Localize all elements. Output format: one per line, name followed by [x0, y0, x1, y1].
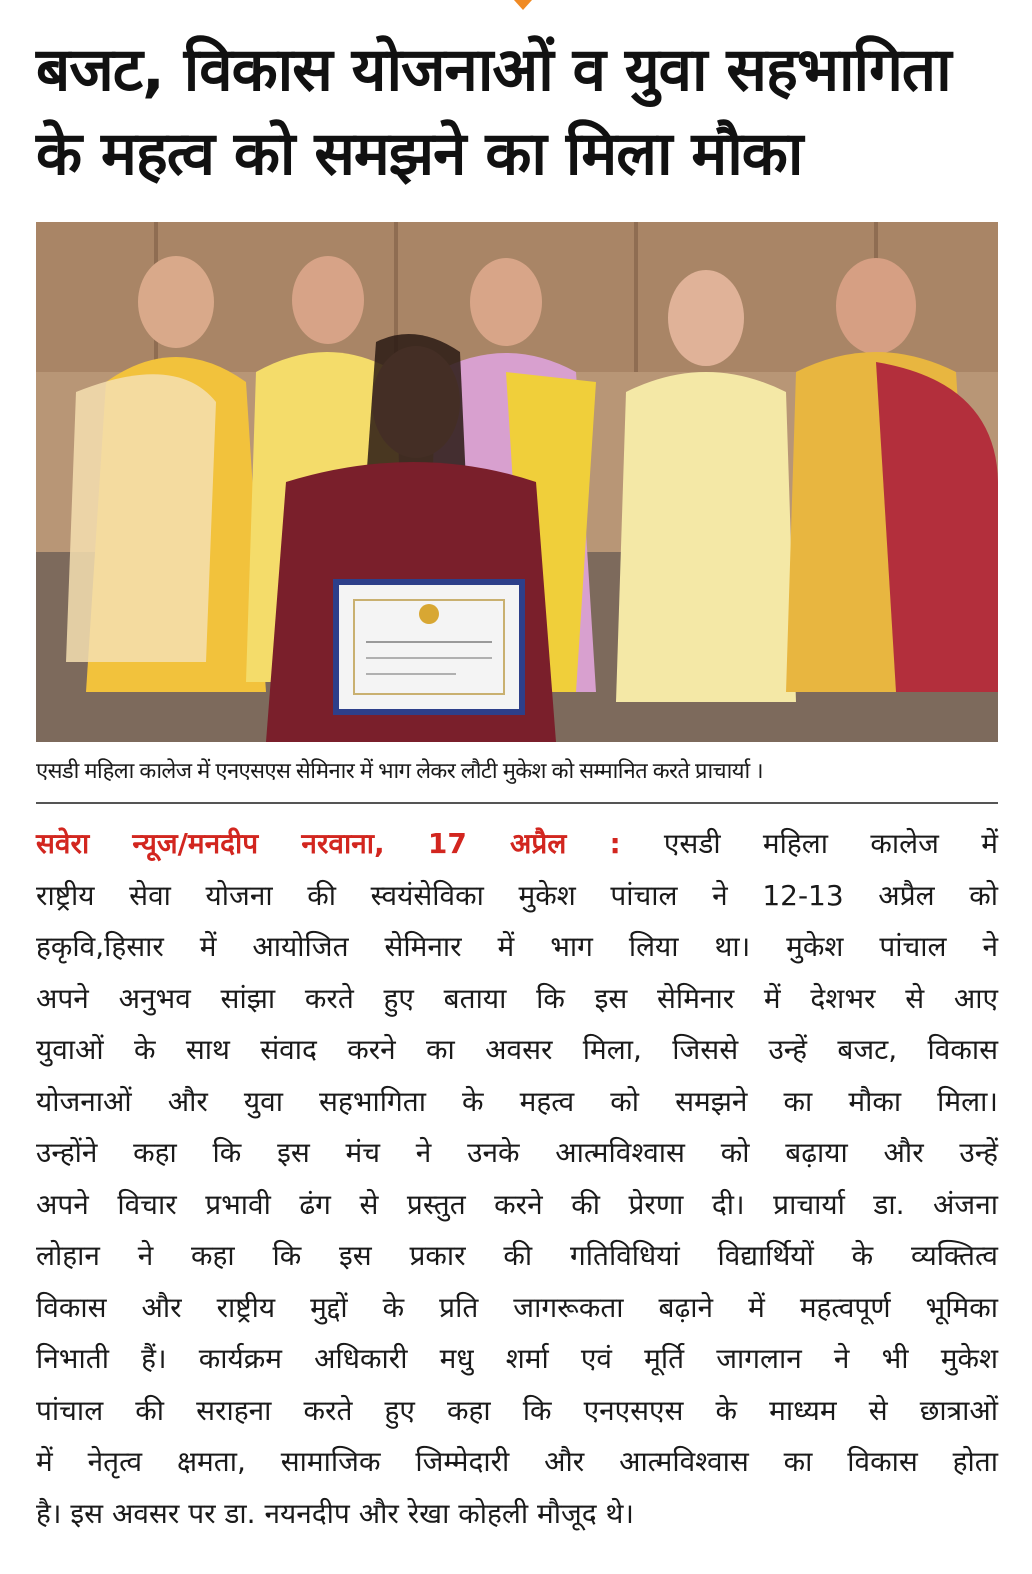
headline-line-2: के महत्व को समझने का मिला मौका	[36, 119, 803, 189]
photo-caption: एसडी महिला कालेज में एनएसएस सेमिनार में भाग लेकर लौटी मुकेश को सम्मानित करते प्राचार्या ।	[36, 759, 763, 784]
article-line: अपने अनुभव सांझा करते हुए बताया कि इस सेमिनार में देशभर से आए	[36, 981, 998, 1015]
article-body	[36, 818, 998, 1539]
article-line: निभाती हैं। कार्यक्रम अधिकारी मधु शर्मा एवं मूर्ति जागलान ने भी मुकेश	[36, 1342, 998, 1375]
dateline: सवेरा न्यूज/मनदीप नरवाना, 17 अप्रैल	[36, 827, 567, 860]
photo-illustration	[36, 222, 998, 742]
top-marker	[514, 0, 532, 10]
article-line: में नेतृत्व क्षमता, सामाजिक जिम्मेदारी और आत्मविश्वास का विकास होता	[36, 1445, 998, 1478]
headline-line-1: बजट, विकास योजनाओं व युवा सहभागिता	[36, 35, 951, 105]
article-line-text: एसडी महिला कालेज में	[663, 827, 998, 860]
article-line: उन्होंने कहा कि इस मंच ने उनके आत्मविश्वास को बढ़ाया और उन्हें	[36, 1136, 998, 1169]
article-line-first	[36, 818, 998, 870]
news-photo	[36, 222, 998, 742]
dateline-separator: :	[566, 827, 664, 860]
article-line: अपने विचार प्रभावी ढंग से प्रस्तुत करने की प्रेरणा दी। प्राचार्या डा. अंजना	[36, 1187, 998, 1221]
article-line: पांचाल की सराहना करते हुए कहा कि एनएसएस के माध्यम से छात्राओं	[36, 1393, 998, 1427]
article-line: राष्ट्रीय सेवा योजना की स्वयंसेविका मुकेश पांचाल ने 12-13 अप्रैल को	[36, 878, 998, 912]
article-line: है। इस अवसर पर डा. नयनदीप और रेखा कोहली मौजूद थे।	[36, 1496, 635, 1530]
article-line: योजनाओं और युवा सहभागिता के महत्व को समझने का मौका मिला।	[36, 1084, 998, 1118]
headline	[36, 28, 1006, 196]
article-line: युवाओं के साथ संवाद करने का अवसर मिला, जिससे उन्हें बजट, विकास	[36, 1033, 998, 1066]
article-line: विकास और राष्ट्रीय मुद्दों के प्रति जागरूकता बढ़ाने में महत्वपूर्ण भूमिका	[36, 1290, 998, 1324]
article-line: हकृवि,हिसार में आयोजित सेमिनार में भाग लिया था। मुकेश पांचाल ने	[36, 930, 998, 963]
caption-divider	[36, 802, 998, 804]
article-line: लोहान ने कहा कि इस प्रकार की गतिविधियां विद्यार्थियों के व्यक्तित्व	[36, 1239, 998, 1272]
